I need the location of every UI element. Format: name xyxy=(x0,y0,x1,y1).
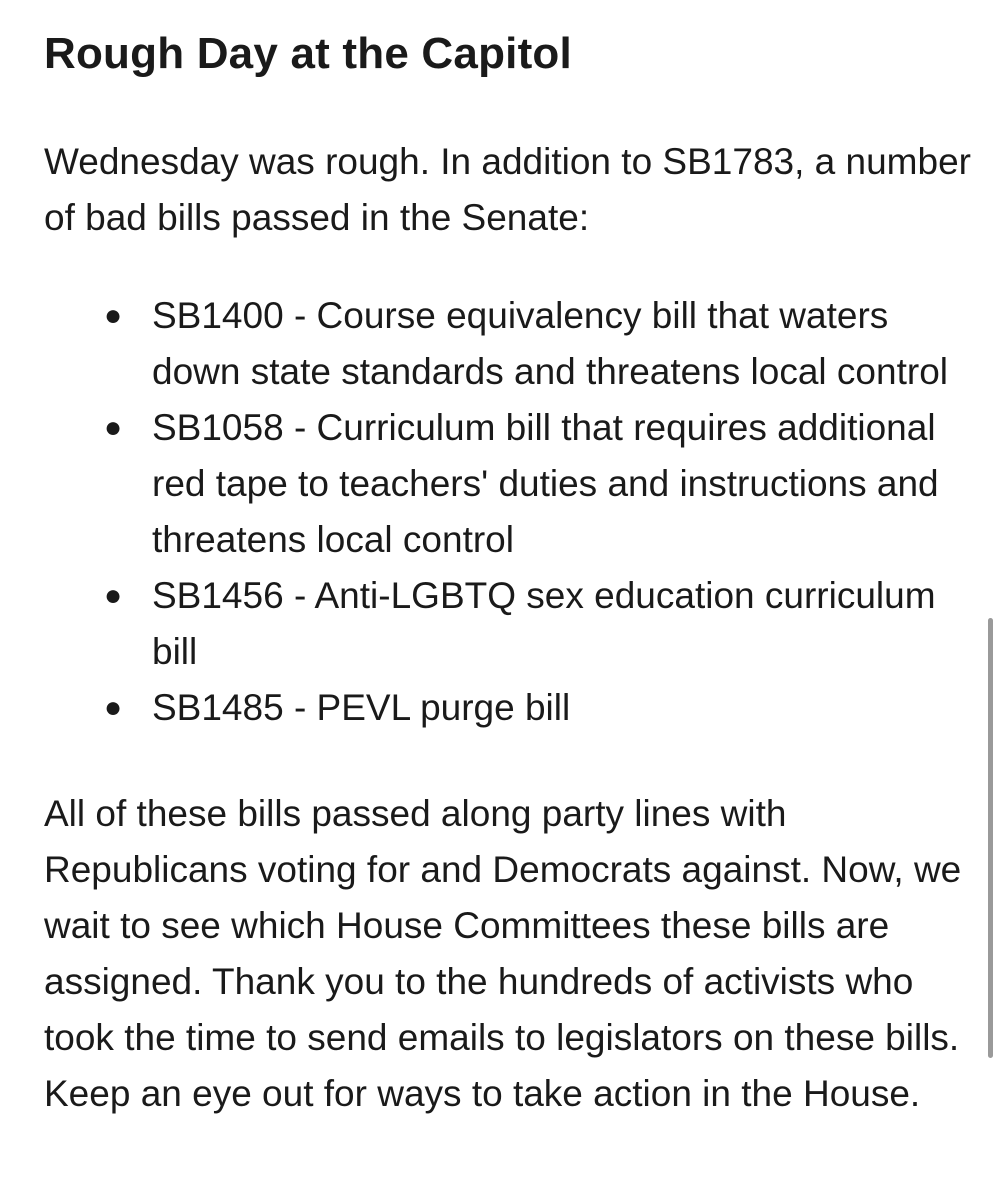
list-item xyxy=(104,288,974,400)
bullet-dot-icon: ● xyxy=(104,691,123,724)
bill-text: SB1485 - PEVL purge bill xyxy=(152,687,571,728)
bullet-dot-icon: ● xyxy=(104,579,123,612)
bill-text: SB1058 - Curriculum bill that requires additional red tape to teachers' duties and instructions and threatens local control xyxy=(152,407,939,560)
closing-paragraph: All of these bills passed along party lines with Republicans voting for and Democrats against. Now, we wait to see which House Committees these bills are assigned. Thank you to the hundreds of activists who took the time to send emails to legislators on these bills. Keep an eye out for ways to take action in the House. xyxy=(44,793,962,1114)
list-item xyxy=(104,680,974,736)
bullet-dot-icon: ● xyxy=(104,411,123,444)
list-item xyxy=(104,400,974,568)
bullet-dot-icon: ● xyxy=(104,299,123,332)
bill-text: SB1400 - Course equivalency bill that waters down state standards and threatens local control xyxy=(152,295,948,392)
list-item xyxy=(104,568,974,680)
bill-text: SB1456 - Anti-LGBTQ sex education curriculum bill xyxy=(152,575,936,672)
article xyxy=(44,22,974,1122)
bill-list xyxy=(44,288,974,736)
article-title: Rough Day at the Capitol xyxy=(44,29,572,78)
vertical-scrollbar[interactable] xyxy=(988,618,993,1058)
intro-paragraph: Wednesday was rough. In addition to SB1783, a number of bad bills passed in the Senate: xyxy=(44,141,971,238)
